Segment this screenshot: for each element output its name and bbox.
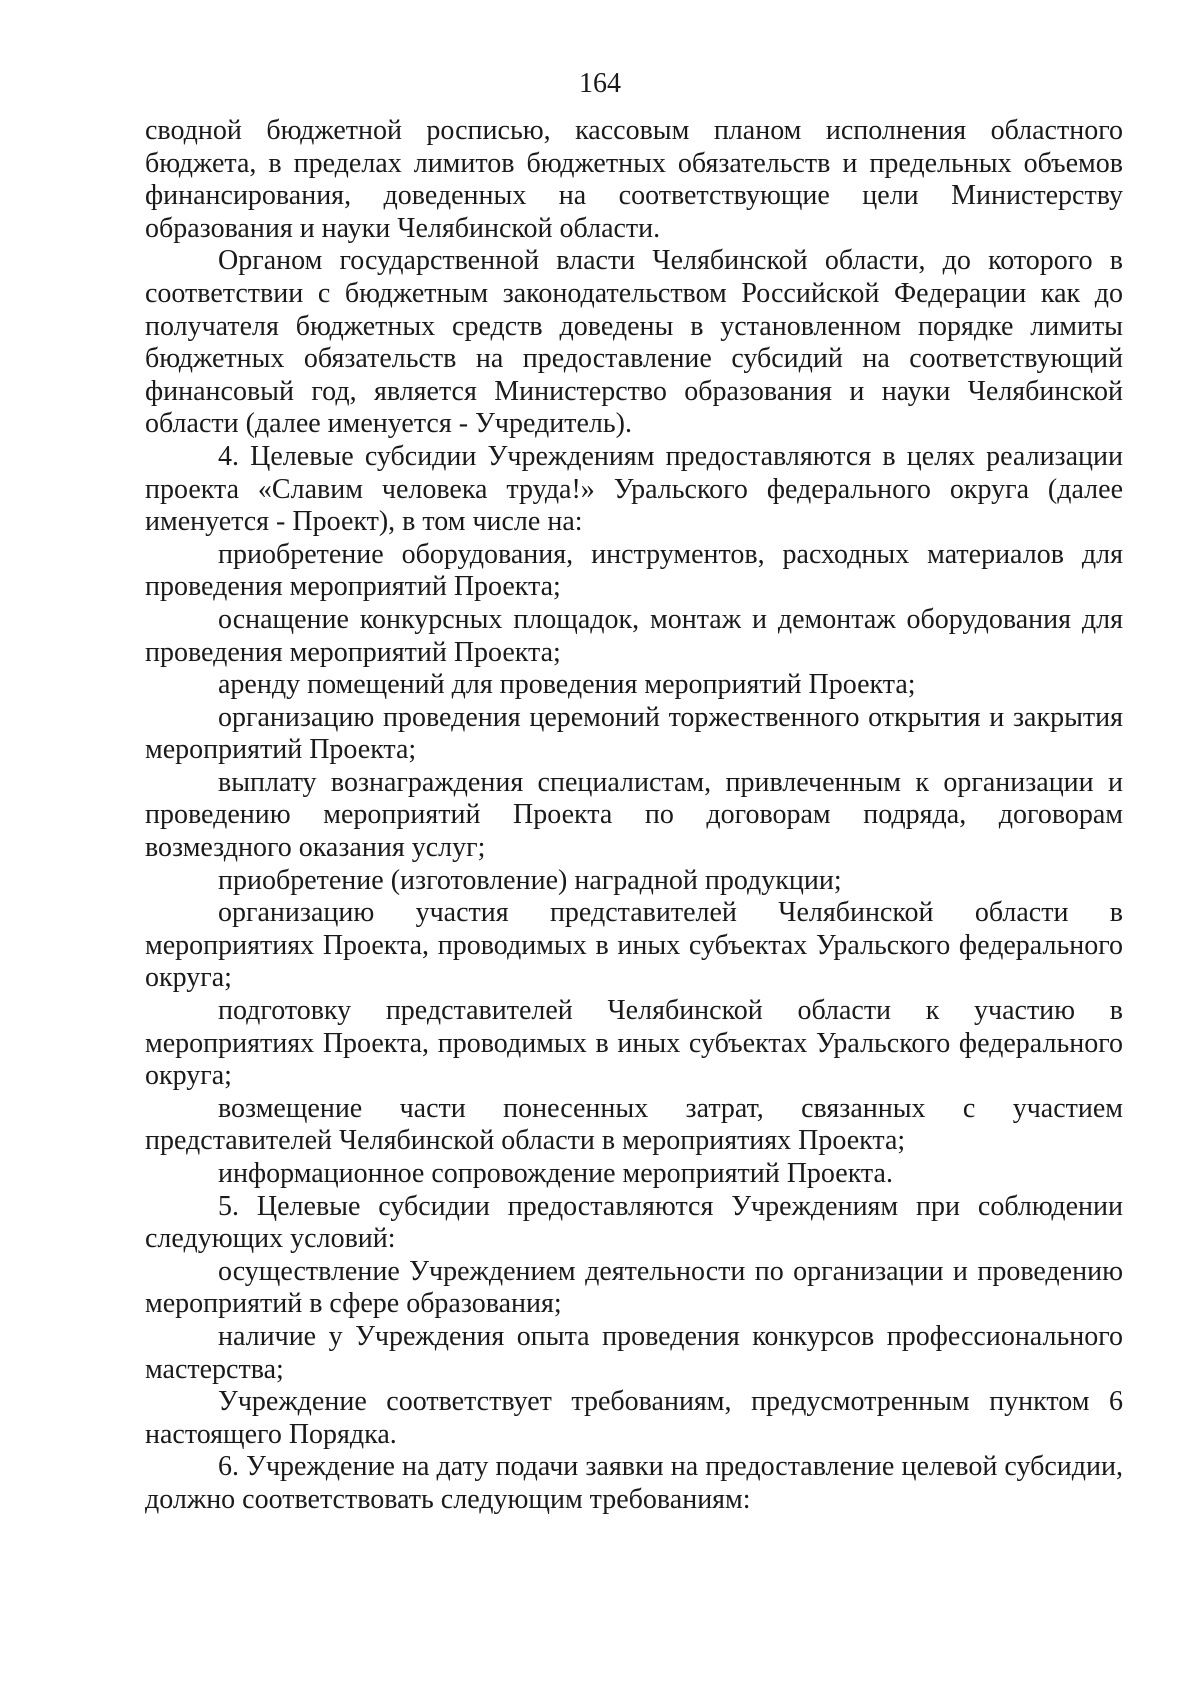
page-number: 164 <box>579 68 621 99</box>
list-item: аренду помещений для проведения мероприятий Проекта; <box>218 669 916 701</box>
list-item: организацию участия представителей Челябинской области в мероприятиях Проекта, проводимых в иных субъектах Уральского федерального округа; <box>145 897 1123 994</box>
list-item: возмещение части понесенных затрат, связанных с участием представителей Челябинской области в мероприятиях Проекта; <box>145 1092 1123 1157</box>
list-item: выплату вознаграждения специалистам, привлеченным к организации и проведению мероприятий Проекта по договорам подряда, договорам возмездного оказания услуг; <box>145 766 1123 864</box>
list-item: приобретение оборудования, инструментов, расходных материалов для проведения мероприятий Проекта; <box>145 538 1123 603</box>
list-item: организацию проведения церемоний торжественного открытия и закрытия мероприятий Проекта; <box>145 701 1123 766</box>
list-item: осуществление Учреждением деятельности по организации и проведению мероприятий в сфере образования; <box>145 1255 1123 1320</box>
paragraph: сводной бюджетной росписью, кассовым планом исполнения областного бюджета, в пределах лимитов бюджетных обязательств и предельных объемов финансирования, доведенных на соответствующие цели Министерству образования и науки Челябинской области. <box>145 115 1123 244</box>
paragraph: 6. Учреждение на дату подачи заявки на предоставление целевой субсидии, должно соответствовать следующим требованиям: <box>145 1451 1123 1515</box>
list-item: оснащение конкурсных площадок, монтаж и демонтаж оборудования для проведения мероприятий Проекта; <box>145 603 1123 668</box>
paragraph: 5. Целевые субсидии предоставляются Учреждениям при соблюдении следующих условий: <box>145 1190 1123 1255</box>
list-item: наличие у Учреждения опыта проведения конкурсов профессионального мастерства; <box>145 1320 1123 1385</box>
paragraph: 4. Целевые субсидии Учреждениям предоставляются в целях реализации проекта «Славим человека труда!» Уральского федерального округа (далее именуется - Проект), в том числе на: <box>145 440 1123 538</box>
list-item: подготовку представителей Челябинской области к участию в мероприятиях Проекта, проводимых в иных субъектах Уральского федерального округа; <box>145 995 1123 1092</box>
list-item: приобретение (изготовление) наградной продукции; <box>218 864 842 896</box>
list-item: Учреждение соответствует требованиям, предусмотренным пунктом 6 настоящего Порядка. <box>145 1386 1123 1450</box>
document-body <box>145 115 1123 1517</box>
paragraph: Органом государственной власти Челябинской области, до которого в соответствии с бюджетным законодательством Российской Федерации как до получателя бюджетных средств доведены в установленном порядке лимиты бюджетных обязательств на предоставление субсидий на соответствующий финансовый год, является Министерство образования и науки Челябинской области (далее именуется - Учредитель). <box>145 245 1123 440</box>
list-item: информационное сопровождение мероприятий Проекта. <box>218 1158 893 1189</box>
